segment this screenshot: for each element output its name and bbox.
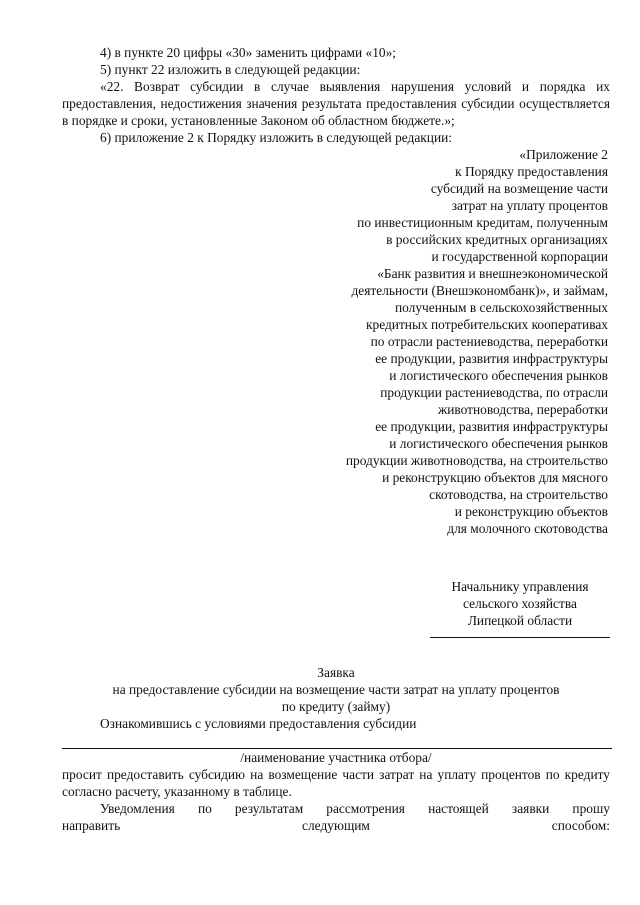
application-intro: Ознакомившись с условиями предоставления субсидии: [100, 716, 417, 731]
appendix-line: по отрасли растениеводства, переработки: [370, 334, 608, 349]
appendix-line: и реконструкцию объектов: [454, 504, 608, 519]
appendix-line: субсидий на возмещение части: [430, 181, 608, 196]
item-4: 4) в пункте 20 цифры «30» заменить цифрами «10»;: [100, 45, 397, 60]
notification-line-2: направить следующим способом:: [62, 818, 610, 833]
appendix-heading: [62, 146, 608, 537]
application-title: Заявка: [317, 665, 355, 680]
item-5: 5) пункт 22 изложить в следующей редакции:: [100, 62, 361, 77]
appendix-line: скотоводства, на строительство: [429, 487, 608, 502]
addressee-line: Липецкой области: [467, 613, 573, 628]
appendix-line: ее продукции, развития инфраструктуры: [375, 351, 608, 366]
notification-line-1: Уведомления по результатам рассмотрения настоящей заявки прошу: [100, 801, 610, 816]
appendix-line: «Банк развития и внешнеэкономической: [377, 266, 608, 281]
appendix-line: в российских кредитных организациях: [386, 232, 608, 247]
appendix-line: и логистического обеспечения рынков: [389, 368, 608, 383]
appendix-line: деятельности (Внешэкономбанк)», и займам,: [351, 283, 608, 298]
appendix-line: и государственной корпорации: [431, 249, 608, 264]
addressee-line: Начальнику управления: [451, 579, 589, 594]
addressee-block: [426, 578, 614, 638]
appendix-line: полученным в сельскохозяйственных: [394, 300, 608, 315]
appendix-line: для молочного скотоводства: [447, 521, 608, 536]
item-6: 6) приложение 2 к Порядку изложить в следующей редакции:: [100, 130, 453, 145]
participant-caption: /наименование участника отбора/: [240, 750, 432, 765]
appendix-line: животноводства, переработки: [437, 402, 608, 417]
appendix-line: кредитных потребительских кооперативах: [366, 317, 608, 332]
application-subtitle: по кредиту (займу): [281, 699, 391, 714]
appendix-line: к Порядку предоставления: [455, 164, 608, 179]
appendix-line: ее продукции, развития инфраструктуры: [375, 419, 608, 434]
appendix-line: и реконструкцию объектов для мясного: [382, 470, 608, 485]
item-22-text: «22. Возврат субсидии в случае выявления нарушения условий и порядка их предоставления, недостижения значения результата предоставления субсидии осуществляется в порядке и сроки, установленные Законом об областном бюджете.»;: [62, 79, 610, 128]
application-request: просит предоставить субсидию на возмещение части затрат на уплату процентов по кредиту согласно расчету, указанному в таблице.: [62, 767, 610, 799]
appendix-line: «Приложение 2: [519, 147, 608, 162]
addressee-line: сельского хозяйства: [463, 596, 577, 611]
document-page: [62, 44, 610, 834]
appendix-line: продукции растениеводства, по отрасли: [380, 385, 608, 400]
application-subtitle: на предоставление субсидии на возмещение части затрат на уплату процентов: [112, 682, 560, 697]
addressee-signature-line: [430, 629, 610, 638]
appendix-line: по инвестиционным кредитам, полученным: [357, 215, 608, 230]
appendix-line: затрат на уплату процентов: [451, 198, 608, 213]
appendix-line: и логистического обеспечения рынков: [389, 436, 608, 451]
appendix-line: продукции животноводства, на строительство: [345, 453, 608, 468]
participant-name-line: [62, 732, 612, 749]
application-title-block: [62, 664, 610, 715]
